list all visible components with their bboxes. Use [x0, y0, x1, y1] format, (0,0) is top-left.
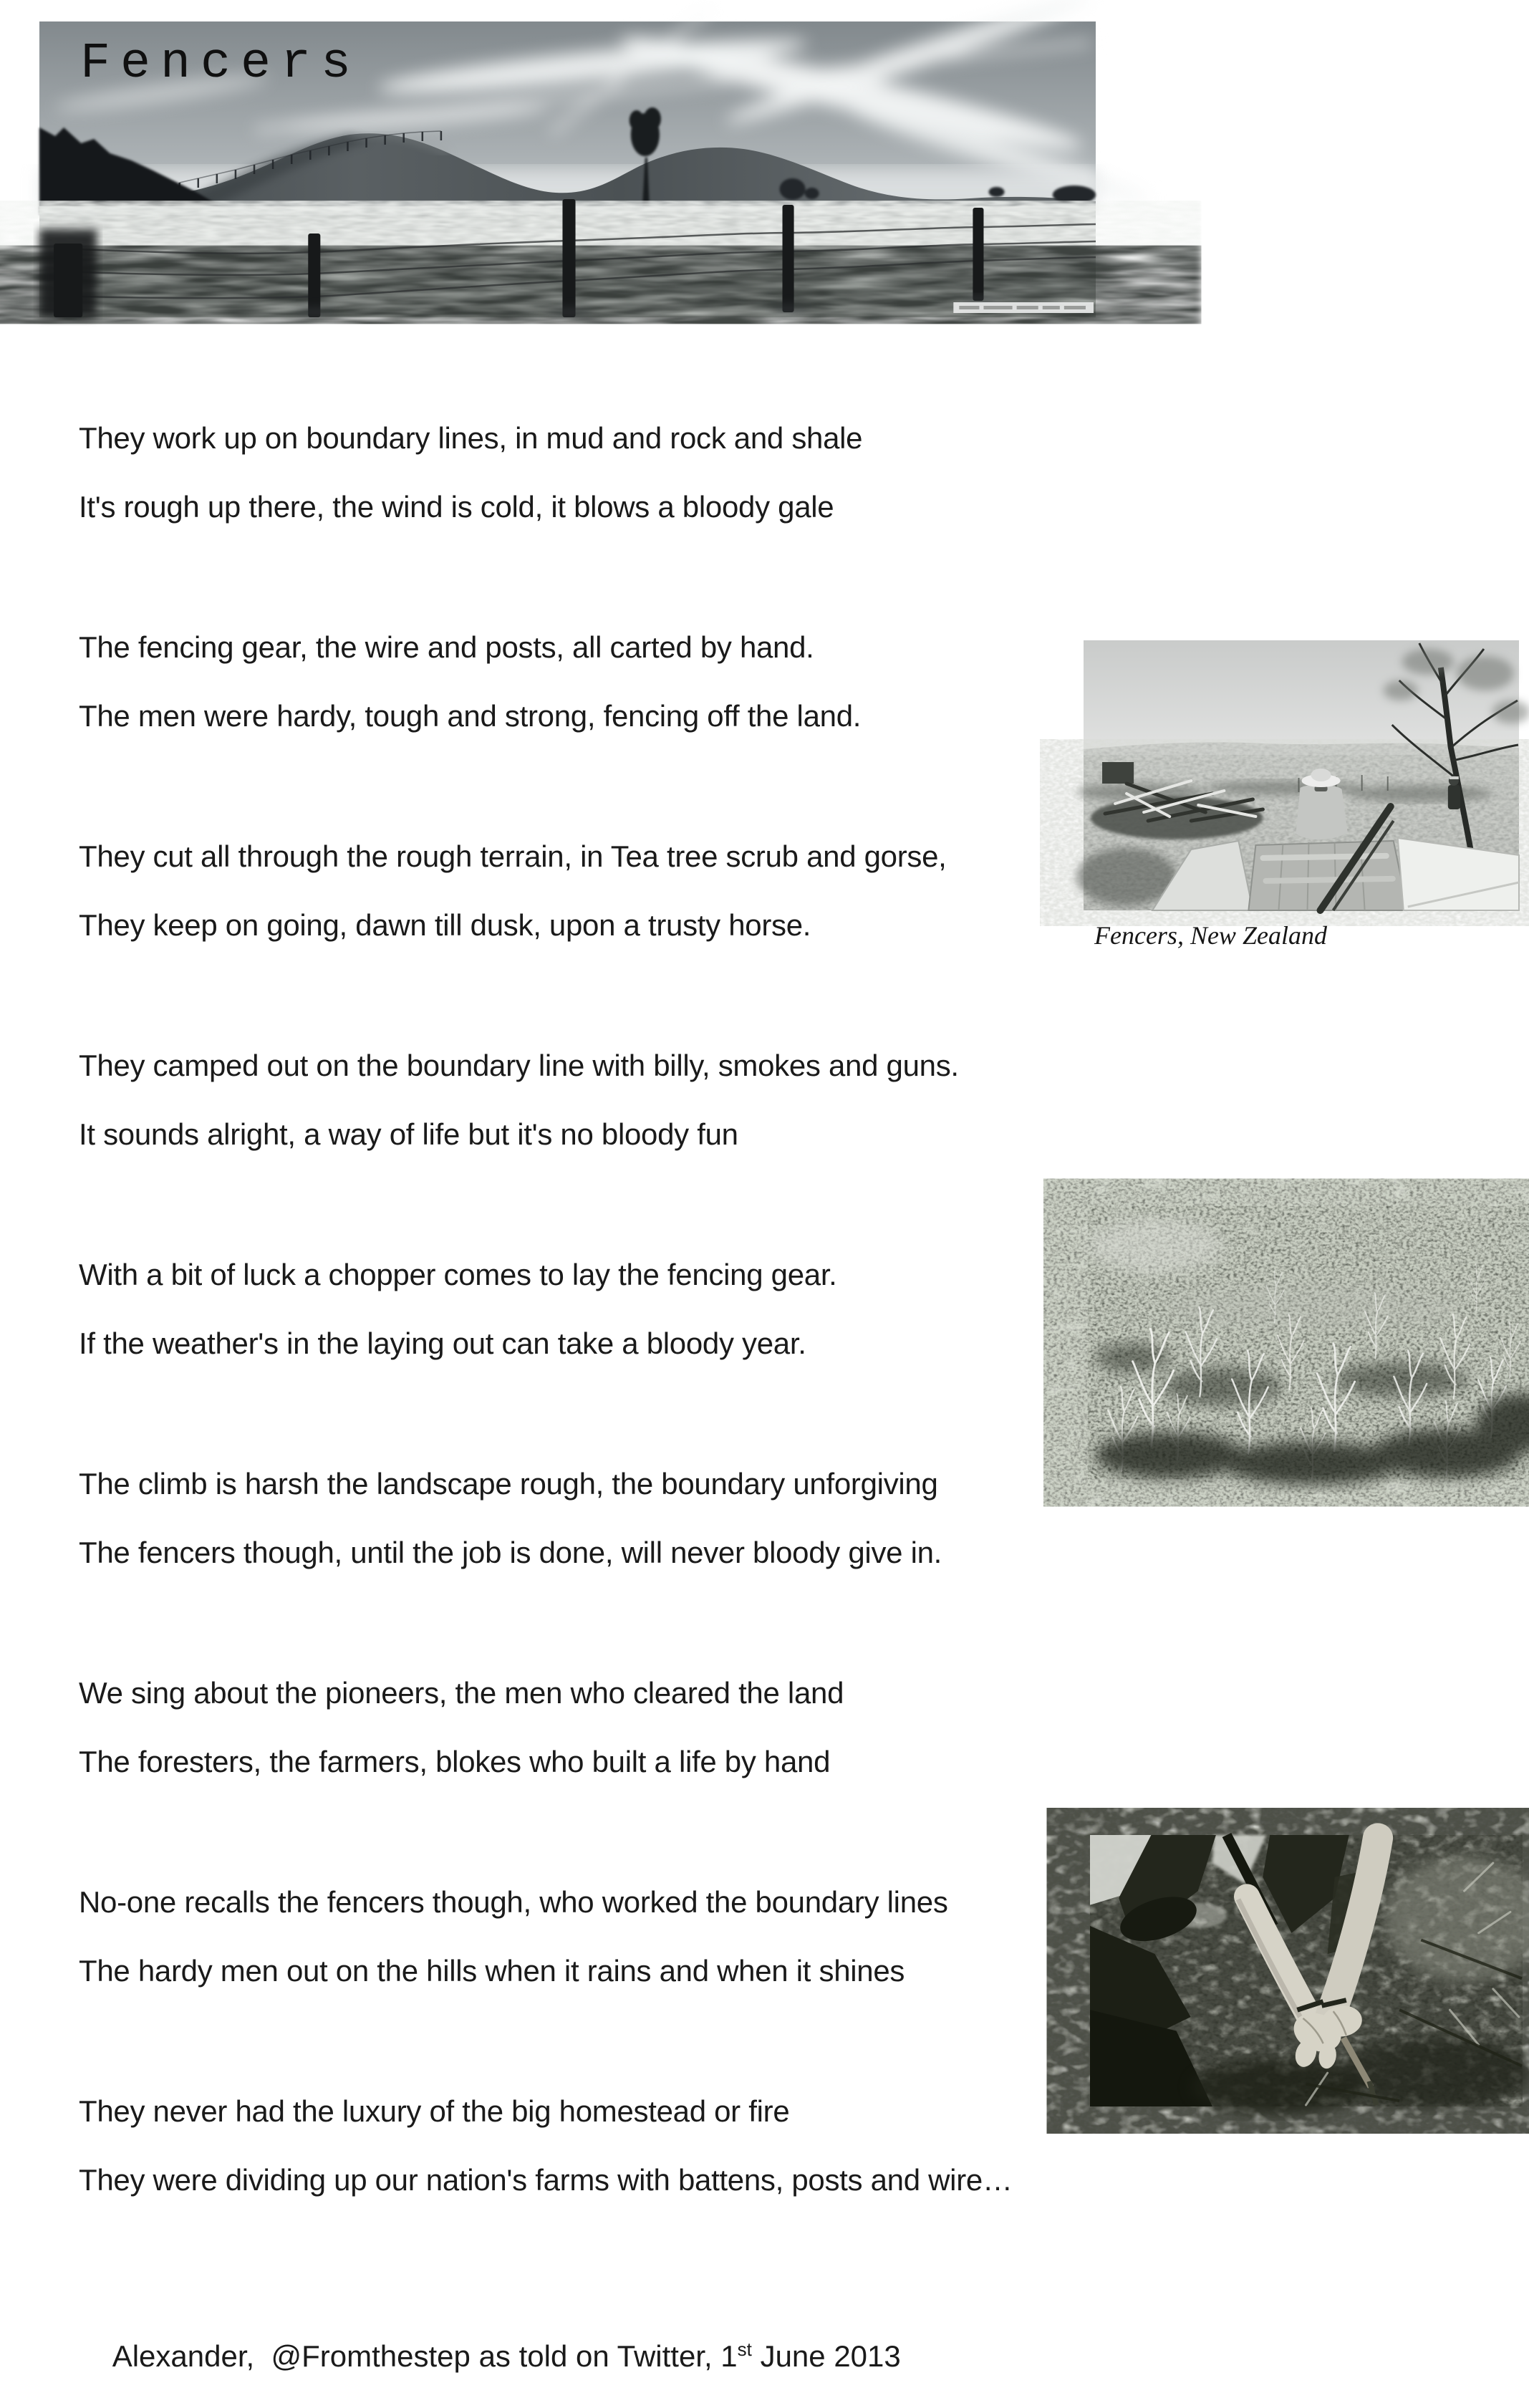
poem-line: The fencers though, until the job is done, will never bloody give in.: [79, 1536, 942, 1569]
page-title: Fencers: [80, 36, 362, 92]
photo-caption: Fencers, New Zealand: [1094, 921, 1327, 950]
poem-line: They cut all through the rough terrain, in Tea tree scrub and gorse,: [79, 839, 947, 873]
poem-line: The hardy men out on the hills when it rains and when it shines: [79, 1954, 905, 1988]
poem-line: They never had the luxury of the big homestead or fire: [79, 2094, 790, 2128]
fencer-figure: [1296, 769, 1347, 839]
poem-line: If the weather's in the laying out can take a bloody year.: [79, 1326, 806, 1360]
poem-line: They were dividing up our nation's farms with battens, posts and wire…: [79, 2163, 1013, 2197]
poem-line: They camped out on the boundary line with billy, smokes and guns.: [79, 1049, 959, 1082]
photo-hands-fencing: [1090, 1835, 1523, 2106]
photo-fencers-new-zealand: [1084, 640, 1519, 910]
poem-line: It's rough up there, the wind is cold, it blows a bloody gale: [79, 490, 834, 524]
poem-line: They work up on boundary lines, in mud and rock and shale: [79, 421, 863, 455]
photo-scrub-gorse: [1088, 1206, 1529, 1479]
scrub-texture-image: [1088, 1206, 1529, 1479]
poem-line: We sing about the pioneers, the men who cleared the land: [79, 1676, 844, 1710]
photo-watermark: [953, 302, 1094, 313]
trailer: [1152, 838, 1519, 910]
hands-working-image: [1090, 1835, 1523, 2106]
attribution-text: Alexander, @Fromthestep as told on Twitter, 1: [112, 2339, 738, 2373]
poem-line: The foresters, the farmers, blokes who built a life by hand: [79, 1745, 831, 1778]
poem-line: With a bit of luck a chopper comes to lay the fencing gear.: [79, 1258, 837, 1291]
attribution: [79, 2305, 901, 2408]
poem-line: The men were hardy, tough and strong, fencing off the land.: [79, 699, 862, 733]
attribution-text: June 2013: [751, 2339, 901, 2373]
poem-line: The climb is harsh the landscape rough, the boundary unforgiving: [79, 1467, 938, 1501]
poem-line: No-one recalls the fencers though, who worked the boundary lines: [79, 1885, 948, 1919]
poem-line: It sounds alright, a way of life but it's no bloody fun: [79, 1117, 738, 1151]
poem-line: They keep on going, dawn till dusk, upon a trusty horse.: [79, 908, 811, 942]
fencer-field-image: [1084, 640, 1519, 910]
second-figure: [1448, 776, 1460, 809]
poem-line: The fencing gear, the wire and posts, all carted by hand.: [79, 630, 814, 664]
attribution-ordinal-suffix: st: [737, 2339, 752, 2360]
